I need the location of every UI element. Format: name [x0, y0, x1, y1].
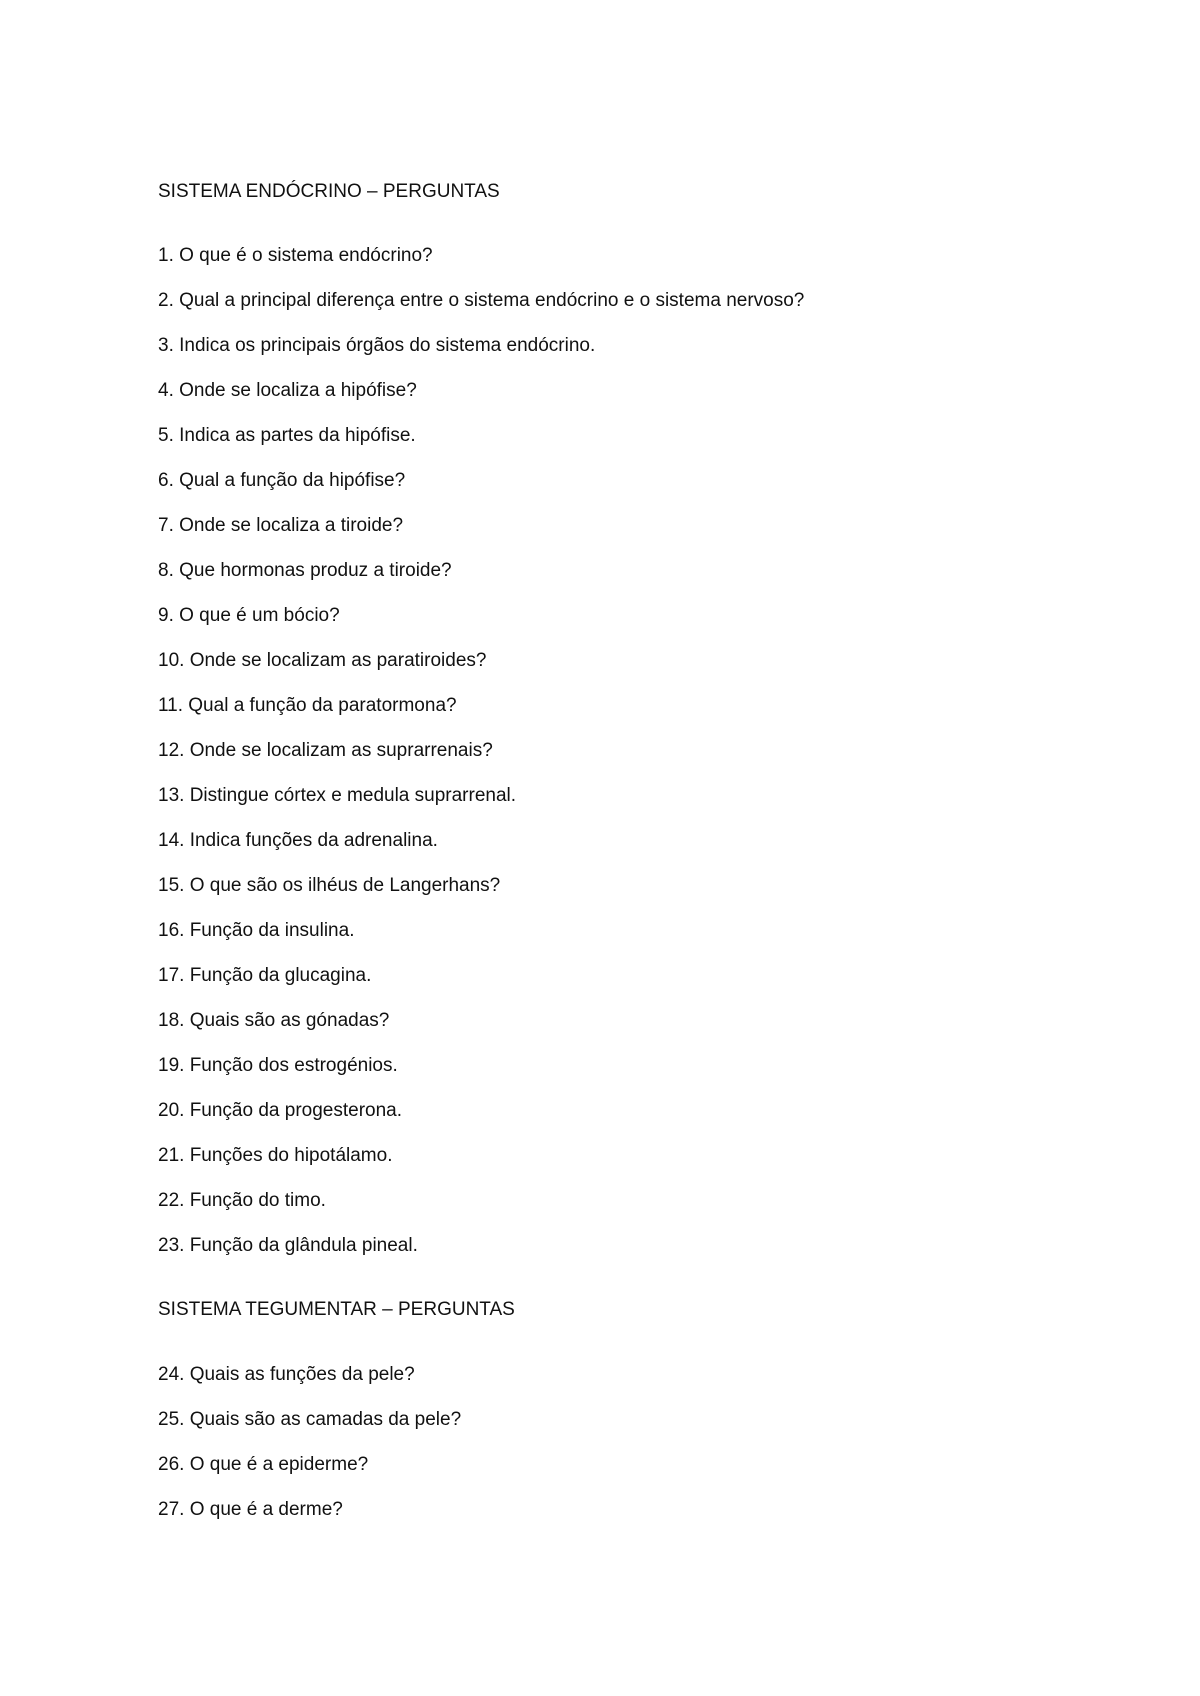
- question-11: 11. Qual a função da paratormona?: [158, 695, 457, 716]
- question-6: 6. Qual a função da hipófise?: [158, 470, 406, 491]
- question-19: 19. Função dos estrogénios.: [158, 1055, 398, 1076]
- question-18: 18. Quais são as gónadas?: [158, 1010, 390, 1031]
- question-24: 24. Quais as funções da pele?: [158, 1364, 415, 1385]
- question-7: 7. Onde se localiza a tiroide?: [158, 515, 404, 536]
- question-15: 15. O que são os ilhéus de Langerhans?: [158, 875, 501, 896]
- question-20: 20. Função da progesterona.: [158, 1100, 403, 1121]
- question-16: 16. Função da insulina.: [158, 920, 355, 941]
- question-9: 9. O que é um bócio?: [158, 605, 340, 626]
- question-3: 3. Indica os principais órgãos do sistema endócrino.: [158, 335, 596, 356]
- question-23: 23. Função da glândula pineal.: [158, 1235, 418, 1256]
- question-8: 8. Que hormonas produz a tiroide?: [158, 560, 452, 581]
- question-27: 27. O que é a derme?: [158, 1499, 343, 1520]
- question-4: 4. Onde se localiza a hipófise?: [158, 380, 417, 401]
- section-heading-tegumentar: SISTEMA TEGUMENTAR – PERGUNTAS: [158, 1299, 515, 1320]
- section-heading-endocrino: SISTEMA ENDÓCRINO – PERGUNTAS: [158, 181, 500, 202]
- question-13: 13. Distingue córtex e medula suprarrenal.: [158, 785, 517, 806]
- question-10: 10. Onde se localizam as paratiroides?: [158, 650, 487, 671]
- question-1: 1. O que é o sistema endócrino?: [158, 245, 433, 266]
- question-21: 21. Funções do hipotálamo.: [158, 1145, 393, 1166]
- question-14: 14. Indica funções da adrenalina.: [158, 830, 438, 851]
- question-22: 22. Função do timo.: [158, 1190, 326, 1211]
- question-26: 26. O que é a epiderme?: [158, 1454, 369, 1475]
- question-2: 2. Qual a principal diferença entre o sistema endócrino e o sistema nervoso?: [158, 290, 805, 311]
- question-17: 17. Função da glucagina.: [158, 965, 372, 986]
- question-25: 25. Quais são as camadas da pele?: [158, 1409, 462, 1430]
- question-12: 12. Onde se localizam as suprarrenais?: [158, 740, 493, 761]
- question-5: 5. Indica as partes da hipófise.: [158, 425, 416, 446]
